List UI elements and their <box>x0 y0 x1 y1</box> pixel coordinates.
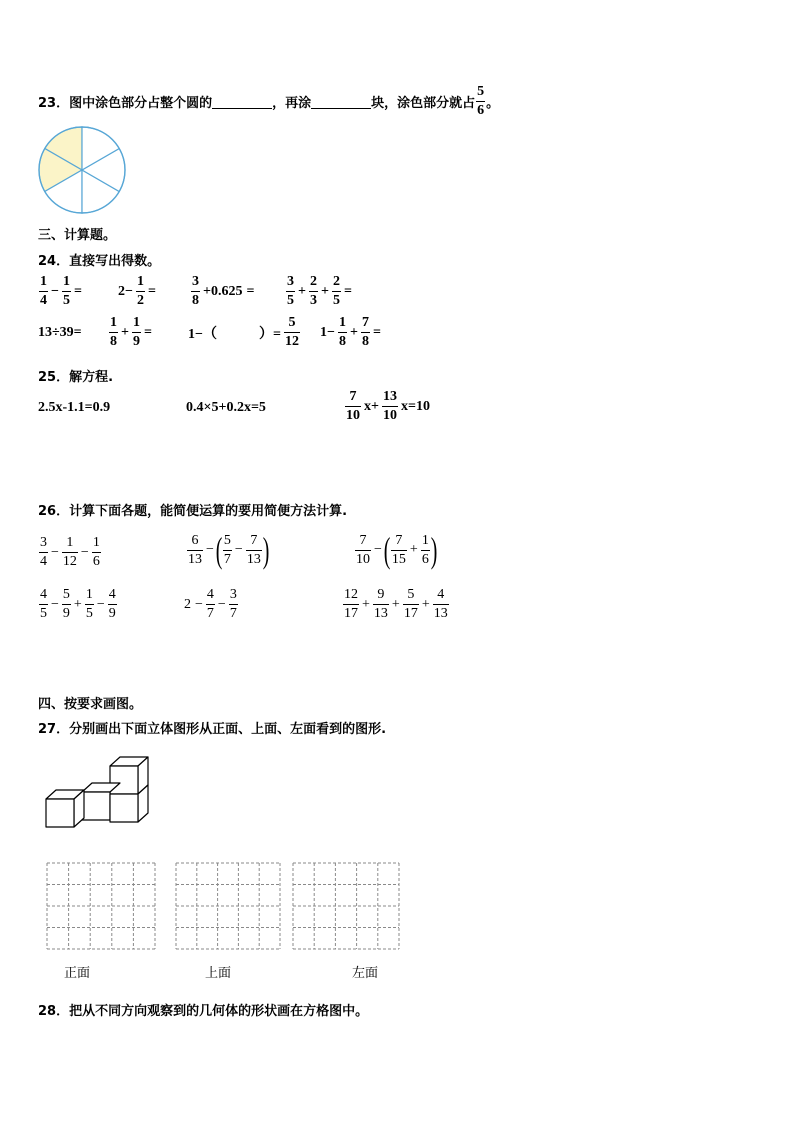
label-front-view: 正面 <box>64 966 91 981</box>
cube-mid-front <box>82 792 110 820</box>
label-left-view: 左面 <box>352 966 379 981</box>
q23-suffix: 块，涂色部分就占 <box>371 95 476 111</box>
q25-eq3: $\frac{7}{10}$ x+ $\frac{13}{10}$ x=10 <box>346 389 430 423</box>
q25-title: 25．解方程. <box>38 370 114 385</box>
q23-blank-1[interactable] <box>212 93 272 109</box>
q23-fraction: 5 6 <box>477 83 485 118</box>
cube-right-front <box>110 794 138 822</box>
q24-row1-b: 2− $\frac{1}{2}$ = <box>118 274 156 308</box>
q23-prefix: 23．图中涂色部分占整个圆的 <box>38 95 213 111</box>
q23-blank-2[interactable] <box>311 93 371 109</box>
q26-problem-2: $\frac{6}{13}$ −( $\frac{5}{7}$ − $\frac{7}{13}$ ) <box>188 530 270 570</box>
q24-row2-a: 13÷39= <box>38 325 82 340</box>
q26-problem-1: $\frac{3}{4}$ − $\frac{1}{12}$ − $\frac{1}{6}$ <box>40 535 100 569</box>
q24-row1-c: $\frac{3}{8}$ +0.625 = <box>192 274 255 308</box>
cube-left-front <box>46 799 74 827</box>
q24-row1-d: $\frac{3}{5}$ + $\frac{2}{3}$ + $\frac{2}{5}$ = <box>287 274 352 308</box>
cube-top-front <box>110 766 138 794</box>
q26-problem-5: 2 − $\frac{4}{7}$ − $\frac{3}{7}$ <box>184 587 237 621</box>
q26-title: 26．计算下面各题，能简便运算的要用简便方法计算. <box>38 504 348 519</box>
q25-eq1: 2.5x-1.1=0.9 <box>38 400 111 415</box>
label-top-view: 上面 <box>205 966 232 981</box>
section-3-heading: 三、计算题。 <box>38 228 117 243</box>
q23-line <box>38 84 499 118</box>
q24-row1-a: $\frac{1}{4}$ − $\frac{1}{5}$ = <box>40 274 82 308</box>
q24-row2-c-blank[interactable] <box>221 325 255 341</box>
cube-figure <box>40 752 160 836</box>
q26-problem-6: $\frac{12}{17}$ + $\frac{9}{13}$ + $\frac{5}{17}$ + $\frac{4}{13}$ <box>344 587 448 621</box>
grid-front-view[interactable] <box>46 862 156 950</box>
q24-row2-b: $\frac{1}{8}$ + $\frac{1}{9}$ = <box>110 315 152 349</box>
q23-mid: ，再涂 <box>272 95 312 111</box>
q24-title: 24．直接写出得数。 <box>38 254 161 269</box>
q24-row2-c: 1−（ ）= $\frac{5}{12}$ <box>188 315 299 349</box>
q28-title: 28．把从不同方向观察到的几何体的形状画在方格图中。 <box>38 1004 369 1019</box>
grid-left-view[interactable] <box>292 862 400 950</box>
section-4-heading: 四、按要求画图。 <box>38 697 143 712</box>
q23-end: 。 <box>486 95 500 111</box>
grid-top-view[interactable] <box>175 862 281 950</box>
q26-problem-3: $\frac{7}{10}$ −( $\frac{7}{15}$ + $\frac{1}{6}$ ) <box>356 530 438 570</box>
q25-eq2: 0.4×5+0.2x=5 <box>186 400 266 415</box>
sector-circle <box>36 124 128 216</box>
q24-row2-d: 1− $\frac{1}{8}$ + $\frac{7}{8}$ = <box>320 315 381 349</box>
q26-problem-4: $\frac{4}{5}$ − $\frac{5}{9}$ + $\frac{1}{5}$ − $\frac{4}{9}$ <box>40 587 116 621</box>
q27-title: 27．分别画出下面立体图形从正面、上面、左面看到的图形. <box>38 722 387 737</box>
